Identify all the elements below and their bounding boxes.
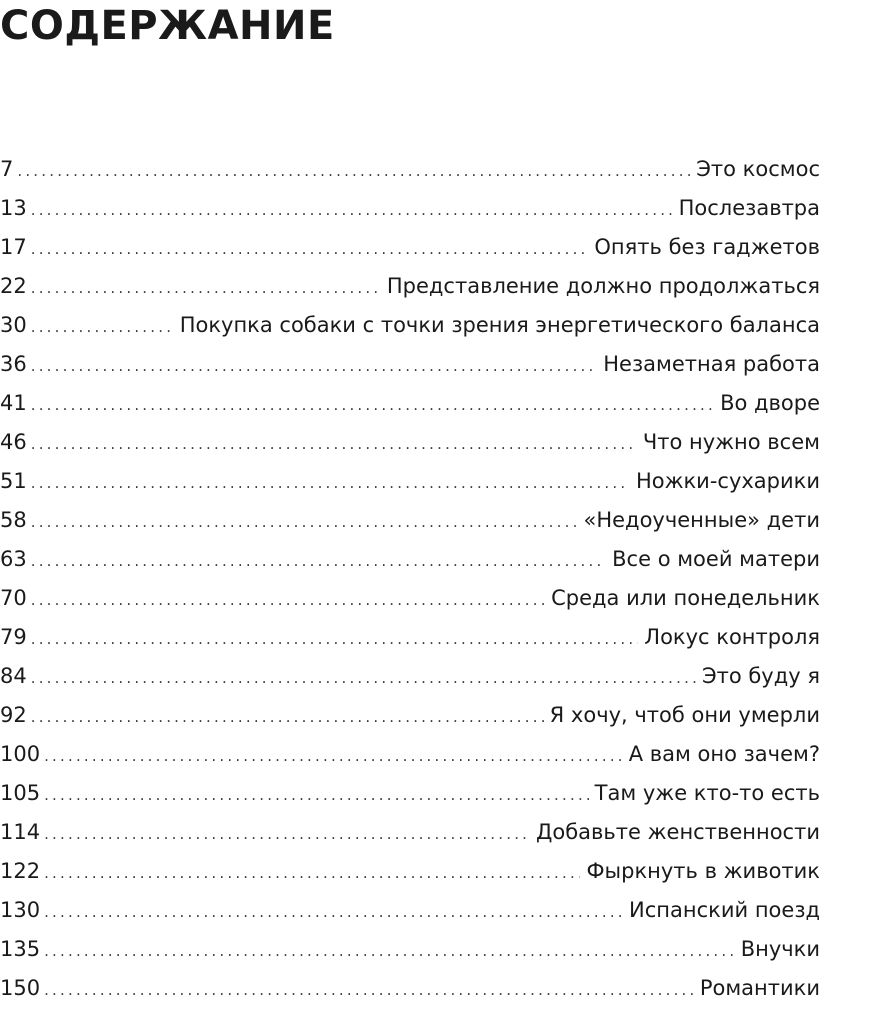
toc-dot-leader [31, 230, 589, 269]
toc-page-number: 41 [0, 391, 27, 415]
toc-entry[interactable] [0, 423, 820, 462]
toc-dot-leader [44, 854, 580, 893]
toc-entry[interactable] [0, 228, 820, 267]
toc-chapter-title: Представление должно продолжаться [386, 274, 820, 298]
toc-chapter-title: Там уже кто-то есть [594, 781, 820, 805]
page-title: СОДЕРЖАНИЕ [0, 3, 335, 49]
toc-page-number: 51 [0, 469, 27, 493]
toc-page-number: 105 [0, 781, 41, 805]
toc-page-number: 63 [0, 547, 27, 571]
toc-entry[interactable] [0, 384, 820, 423]
toc-entry[interactable] [0, 930, 820, 969]
toc-entry[interactable] [0, 579, 820, 618]
toc-dot-leader [17, 152, 690, 191]
toc-dot-leader [44, 932, 735, 971]
toc-chapter-title: Что нужно всем [642, 430, 820, 454]
toc-dot-leader [44, 737, 623, 776]
toc-chapter-title: Романтики [699, 976, 820, 1000]
toc-dot-leader [44, 815, 530, 854]
toc-page-number: 46 [0, 430, 27, 454]
toc-dot-leader [31, 308, 174, 347]
toc-entry[interactable] [0, 969, 820, 1008]
toc-chapter-title: Ножки-сухарики [635, 469, 820, 493]
toc-page-number: 22 [0, 274, 27, 298]
toc-chapter-title: Среда или понедельник [551, 586, 820, 610]
toc-entry[interactable] [0, 345, 820, 384]
toc-dot-leader [31, 425, 637, 464]
toc-chapter-title: Фыркнуть в животик [586, 859, 820, 883]
toc-chapter-title: А вам оно зачем? [628, 742, 820, 766]
toc-entry[interactable] [0, 189, 820, 228]
toc-page-number: 150 [0, 976, 41, 1000]
toc-page-number: 100 [0, 742, 41, 766]
table-of-contents [0, 150, 820, 1008]
toc-page-number: 114 [0, 820, 41, 844]
toc-entry[interactable] [0, 696, 820, 735]
toc-entry[interactable] [0, 267, 820, 306]
toc-page-number: 70 [0, 586, 27, 610]
toc-page-number: 130 [0, 898, 41, 922]
toc-chapter-title: Во дворе [720, 391, 820, 415]
toc-page-number: 7 [0, 157, 14, 181]
toc-entry[interactable] [0, 306, 820, 345]
toc-dot-leader [31, 386, 714, 425]
toc-chapter-title: Все о моей матери [612, 547, 820, 571]
toc-page-number: 36 [0, 352, 27, 376]
toc-dot-leader [31, 269, 381, 308]
toc-dot-leader [31, 464, 630, 503]
toc-entry[interactable] [0, 774, 820, 813]
toc-dot-leader [31, 659, 696, 698]
toc-chapter-title: Добавьте женственности [535, 820, 820, 844]
toc-page-number: 92 [0, 703, 27, 727]
toc-dot-leader [31, 503, 578, 542]
toc-page-number: 135 [0, 937, 41, 961]
toc-dot-leader [44, 893, 623, 932]
toc-chapter-title: Я хочу, чтоб они умерли [549, 703, 820, 727]
toc-entry[interactable] [0, 540, 820, 579]
toc-dot-leader [31, 698, 544, 737]
toc-entry[interactable] [0, 618, 820, 657]
toc-entry[interactable] [0, 891, 820, 930]
toc-dot-leader [44, 776, 589, 815]
toc-entry[interactable] [0, 813, 820, 852]
toc-page-number: 122 [0, 859, 41, 883]
toc-chapter-title: «Недоученные» дети [583, 508, 820, 532]
toc-page-number: 79 [0, 625, 27, 649]
toc-page-number: 13 [0, 196, 27, 220]
toc-entry[interactable] [0, 462, 820, 501]
toc-chapter-title: Опять без гаджетов [594, 235, 820, 259]
toc-dot-leader [31, 347, 598, 386]
toc-chapter-title: Испанский поезд [629, 898, 820, 922]
toc-chapter-title: Локус контроля [644, 625, 820, 649]
toc-chapter-title: Покупка собаки с точки зрения энергетического баланса [179, 313, 820, 337]
toc-page-number: 84 [0, 664, 27, 688]
toc-entry[interactable] [0, 657, 820, 696]
toc-dot-leader [31, 620, 639, 659]
toc-entry[interactable] [0, 735, 820, 774]
toc-entry[interactable] [0, 150, 820, 189]
toc-page-number: 58 [0, 508, 27, 532]
toc-chapter-title: Это космос [696, 157, 820, 181]
toc-dot-leader [31, 581, 545, 620]
toc-entry[interactable] [0, 852, 820, 891]
toc-entry[interactable] [0, 501, 820, 540]
toc-chapter-title: Послезавтра [678, 196, 820, 220]
toc-page-number: 17 [0, 235, 27, 259]
toc-dot-leader [31, 542, 606, 581]
toc-page-number: 30 [0, 313, 27, 337]
toc-chapter-title: Это буду я [701, 664, 820, 688]
toc-dot-leader [31, 191, 673, 230]
toc-dot-leader [44, 971, 694, 1010]
toc-chapter-title: Внучки [740, 937, 820, 961]
toc-chapter-title: Незаметная работа [603, 352, 820, 376]
